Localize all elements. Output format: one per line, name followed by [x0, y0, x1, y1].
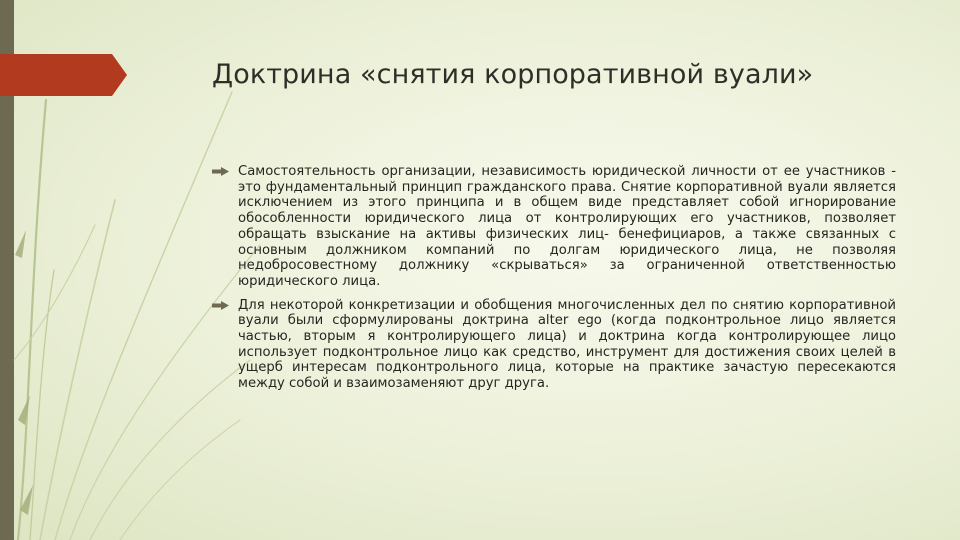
list-item	[212, 298, 896, 392]
arrow-right-icon	[212, 167, 229, 176]
title-accent-tab	[0, 54, 127, 96]
bullet-text: Для некоторой конкретизации и обобщения многочисленных дел по снятию корпоративной вуали были сформулированы доктрина alter ego (когда подконтрольное лицо является частью, вторым я контролирующего лица) и доктрина когда контролирующее лицо использует подконтрольное лицо как средство, инструмент для достижения своих целей в ущерб интересам подконтрольного лица, которые на практике зачастую пересекаются между собой и взаимозаменяют друг друга.	[238, 297, 896, 392]
arrow-right-icon	[212, 301, 229, 310]
list-item	[212, 164, 896, 290]
bullet-text: Самостоятельность организации, независимость юридической личности от ее участников - это фундаментальный принцип гражданского права. Снятие корпоративной вуали является исключением из этого принципа и в общем виде представляет собой игнорирование обособленности юридического лица от контролирующих его участников, позволяет обращать взыскание на активы физических лиц- бенефициаров, а также связанных с основным должником компаний по долгам юридического лица, не позволяя недобросовестному должнику «скрываться» за ограниченной ответственностью юридического лица.	[238, 164, 896, 289]
slide-title: Доктрина «снятия корпоративной вуали»	[212, 59, 814, 90]
bullet-list	[212, 164, 896, 400]
